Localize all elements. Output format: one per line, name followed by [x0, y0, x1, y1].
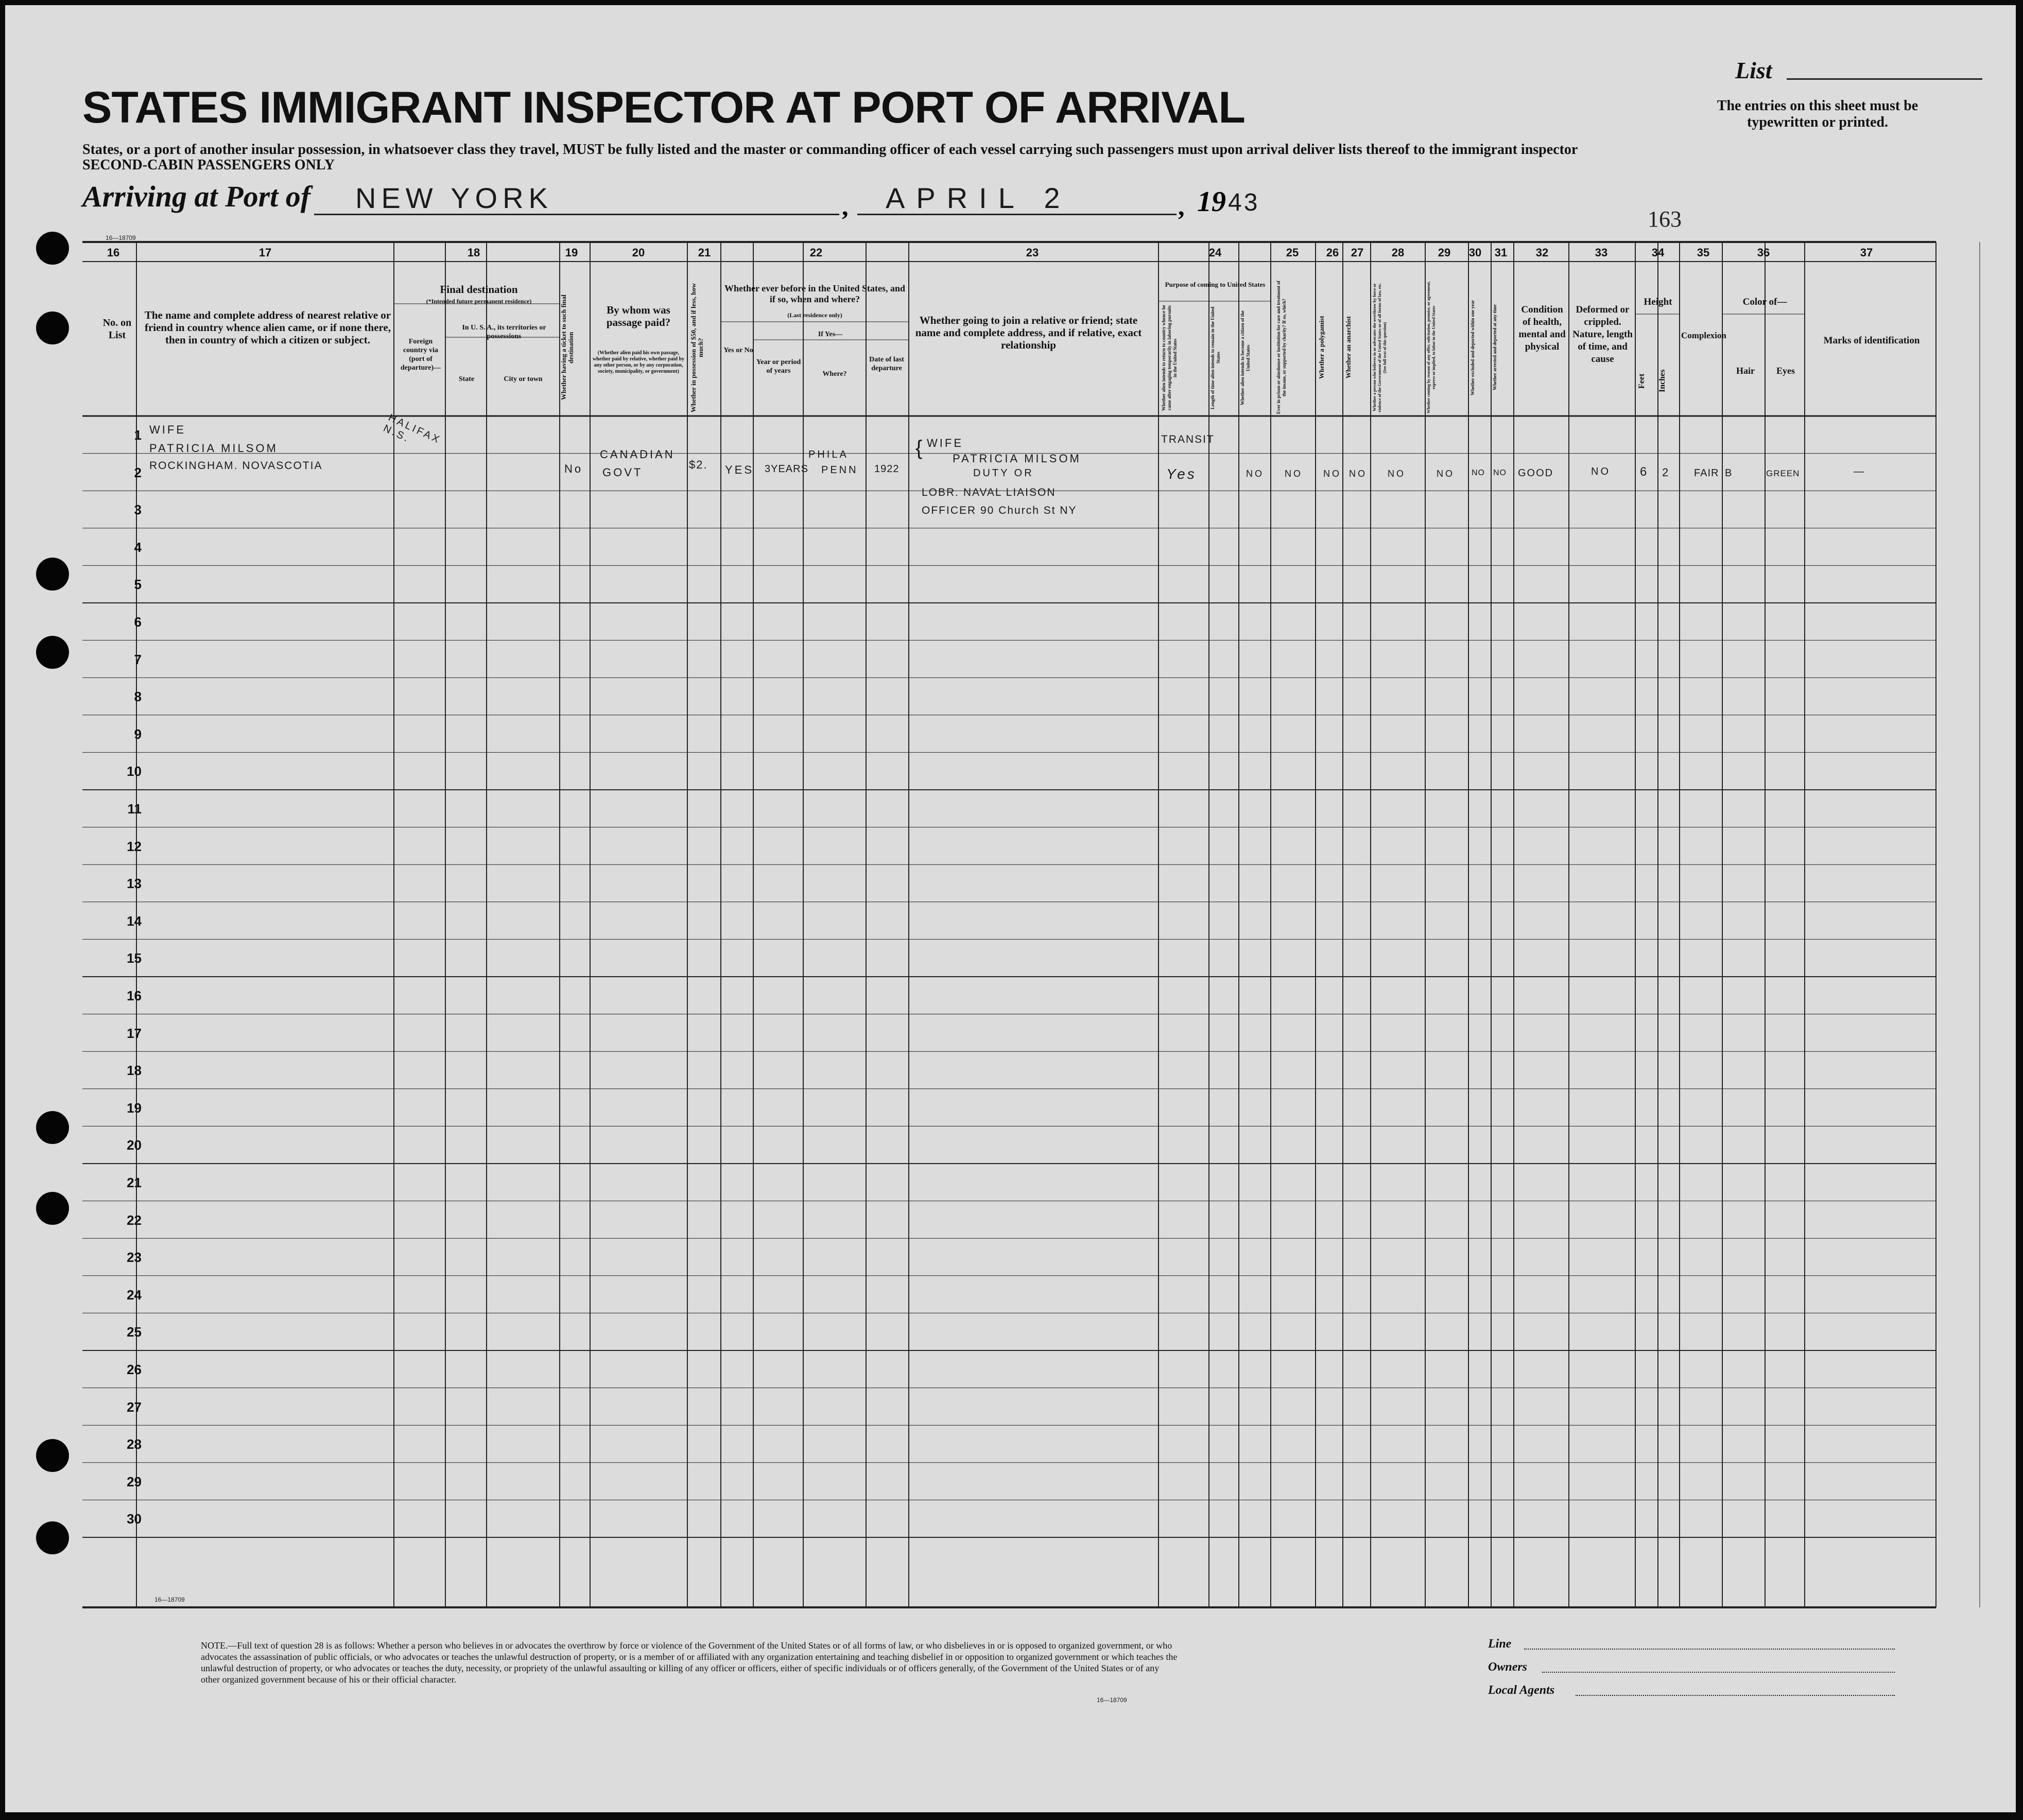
header-no-on-list: No. on List — [102, 317, 132, 341]
column-number-24: 24 — [1208, 246, 1222, 259]
header-ticket: Whether having a ticket to such final destination — [560, 294, 575, 401]
page-title: STATES IMMIGRANT INSPECTOR AT PORT OF ARRIVAL — [82, 83, 1245, 132]
relative-address: ROCKINGHAM. NOVASCOTIA — [149, 460, 323, 472]
header-eyes: Eyes — [1776, 366, 1795, 376]
instructions-text: States, or a port of another insular possession, in whatsoever class they travel, MUST be fully listed and the master or commanding officer of each vessel carrying such passengers must upon arrival deliver lists thereof to the immigrant inspector — [82, 142, 1578, 158]
arriving-label: Arriving at Port of — [82, 180, 311, 213]
header-year-period: Year or period of years — [756, 358, 801, 375]
labor-offer-value: NO — [1437, 469, 1455, 479]
sheet-number: 163 — [1648, 206, 1682, 232]
header-arrested: Whether arrested and deported at any time — [1492, 304, 1497, 391]
row-number: 25 — [127, 1324, 142, 1340]
port-value: NEW YORK — [355, 182, 553, 214]
intends-value: Yes — [1166, 466, 1197, 482]
header-color-of: Color of— — [1742, 297, 1787, 307]
footer-owners-label: Owners — [1488, 1660, 1528, 1674]
header-purpose: Purpose of coming to United States — [1165, 281, 1266, 288]
anarchist-value: NO — [1349, 469, 1367, 479]
row-number: 28 — [127, 1436, 142, 1452]
header-inches: Inches — [1658, 369, 1667, 393]
column-number-36: 36 — [1757, 246, 1770, 259]
header-where: Where? — [822, 370, 847, 378]
column-number-29: 29 — [1438, 246, 1451, 259]
header-city: City or town — [504, 375, 543, 383]
marks-value: — — [1854, 466, 1866, 477]
feet-value: 6 — [1640, 465, 1649, 479]
header-state: State — [458, 375, 475, 383]
row-number: 30 — [127, 1511, 142, 1527]
row-number: 9 — [134, 726, 142, 742]
row-number: 26 — [127, 1362, 142, 1377]
header-prison: Ever in prison or almshouse or institution for care and treatment of the insane, or supported by charity? If so, which? — [1276, 281, 1287, 414]
excluded-value: NO — [1472, 469, 1485, 477]
eyes-value: GREEN — [1766, 469, 1800, 478]
footer-agents-label: Local Agents — [1488, 1684, 1555, 1697]
where-value-2: PENN — [821, 464, 858, 476]
joining-value-1: WIFE — [927, 437, 963, 449]
header-foreign-country: Foreign country via (port of departure)— — [400, 338, 441, 372]
row-number: 18 — [127, 1063, 142, 1079]
footer-line-label: Line — [1488, 1637, 1512, 1651]
before-in-us-value: YES — [725, 463, 754, 476]
joining-value-3: DUTY OR — [973, 467, 1034, 479]
arrested-value: NO — [1493, 469, 1507, 477]
row-number: 12 — [127, 838, 142, 854]
header-joining: Whether going to join a relative or friend; state name and complete address, and if relative, exact relationship — [915, 314, 1142, 351]
header-final-destination-note: (*Intended future permanent residence) — [426, 298, 532, 305]
row-number: 27 — [127, 1399, 142, 1415]
footer-note: NOTE.—Full text of question 28 is as follows: Whether a person who believes in or advocates the overthrow by force or violence of the Government of the United States or of all forms of law, or who disbelieves in or is opposed to organized government, or who advocates the assassination of public officials, or who advocates or teaches the unlawful destruction of property, or is a member of or affiliated with any organization entertaining and teaching disbelief in or opposition to organized government or which teaches the unlawful destruction of property, or who advocates or teaches the duty, necessity, or propriety of the unlawful assaulting or killing of any officer or officers, either of specific individuals or of officers generally, of the Government of the United States or of any other organized government because of his or their official character. — [201, 1640, 1178, 1685]
health-value: GOOD — [1518, 467, 1554, 479]
typewritten-note: The entries on this sheet must be typewritten or printed. — [1717, 98, 1918, 130]
column-number-22: 22 — [809, 246, 823, 259]
column-number-30: 30 — [1468, 246, 1482, 259]
header-nearest-relative: The name and complete address of nearest relative or friend in country whence alien came, or if none there, then in country of which a citizen or subject. — [144, 309, 391, 346]
header-money: Whether in possession of $50, and if less, how much? — [689, 283, 704, 412]
column-number-16: 16 — [107, 246, 120, 259]
header-marks: Marks of identification — [1823, 335, 1920, 346]
row-number: 29 — [127, 1474, 142, 1489]
header-q28: Whether a person who believes in or advocates the overthrow by force or violence of the Government of the United States or of all forms of law, etc. (See full text of this question) — [1372, 283, 1387, 412]
form-code-bottom: 16—18709 — [1097, 1696, 1127, 1704]
header-passage-paid: By whom was passage paid? — [606, 304, 671, 328]
row-number: 23 — [127, 1250, 142, 1266]
row-number: 4 — [134, 539, 142, 555]
joining-value-4: LOBR. NAVAL LIAISON — [922, 487, 1056, 498]
header-complexion: Complexion — [1681, 331, 1726, 340]
row-number: 1 — [134, 427, 142, 443]
row-number: 2 — [134, 464, 142, 480]
row-number: 24 — [127, 1287, 142, 1303]
comma: , — [1178, 192, 1185, 221]
form-code-left: 16—18709 — [154, 1596, 185, 1603]
footer-agents-field — [1576, 1695, 1895, 1696]
passage-paid-value-1: CANADIAN — [600, 448, 675, 461]
column-number-35: 35 — [1697, 246, 1710, 259]
inches-value: 2 — [1662, 466, 1671, 479]
column-number-32: 32 — [1535, 246, 1549, 259]
prison-value: NO — [1285, 469, 1303, 479]
row-number: 3 — [134, 502, 142, 518]
row-number: 14 — [127, 913, 142, 929]
row-number: 16 — [127, 988, 142, 1003]
column-number-23: 23 — [1026, 246, 1039, 259]
header-hair: Hair — [1736, 366, 1755, 376]
year-prefix: 19 — [1197, 186, 1226, 218]
row-number: 5 — [134, 577, 142, 593]
row-number: 10 — [127, 764, 142, 779]
column-number-20: 20 — [632, 246, 645, 259]
header-date-departure: Date of last departure — [869, 356, 904, 372]
year-value: 43 — [1228, 189, 1260, 216]
header-purpose-citizen: Whether alien intends to become a citizen of the United States — [1240, 310, 1251, 405]
form-code: 16—18709 — [106, 234, 136, 241]
class-line: SECOND-CABIN PASSENGERS ONLY — [82, 157, 335, 173]
header-in-usa: In U. S. A., its territories or possessions — [462, 324, 546, 340]
header-deformed: Deformed or crippled. Nature, length of time, and cause — [1572, 304, 1633, 365]
header-final-destination: Final destination — [440, 283, 518, 296]
header-labor-offer: Whether coming by reason of any offer, solicitation, promise, or agreement, express or implied, to labor in the United States — [1426, 281, 1436, 414]
q28-value: NO — [1388, 469, 1406, 479]
deformed-value: NO — [1591, 466, 1611, 477]
joining-value-2: PATRICIA MILSOM — [953, 452, 1081, 465]
where-value-1: PHILA — [808, 449, 849, 460]
header-if-yes: If Yes— — [818, 331, 843, 338]
row-number: 8 — [134, 689, 142, 705]
purpose-value: TRANSIT — [1161, 434, 1215, 445]
header-ever-before-note: (Last residence only) — [787, 311, 842, 319]
column-number-27: 27 — [1351, 246, 1364, 259]
column-number-26: 26 — [1326, 246, 1339, 259]
header-purpose-return: Whether alien intends to return to country whence he came after engaging temporarily in laboring pursuits in the United States — [1161, 305, 1178, 411]
header-height: Height — [1644, 297, 1672, 307]
column-number-25: 25 — [1286, 246, 1299, 259]
row-number: 22 — [127, 1212, 142, 1228]
relative-name: PATRICIA MILSOM — [149, 442, 278, 455]
years-value: 3YEARS — [765, 463, 808, 475]
column-number-34: 34 — [1651, 246, 1665, 259]
column-number-33: 33 — [1595, 246, 1608, 259]
column-number-21: 21 — [698, 246, 711, 259]
comma: , — [842, 192, 849, 221]
header-feet: Feet — [1637, 373, 1646, 389]
row-number: 6 — [134, 614, 142, 630]
relative-relationship: WIFE — [149, 423, 186, 436]
citizen-value: NO — [1246, 469, 1264, 479]
column-number-19: 19 — [565, 246, 578, 259]
row-number: 20 — [127, 1137, 142, 1153]
hair-value: B — [1725, 467, 1734, 479]
column-number-28: 28 — [1391, 246, 1405, 259]
row-number: 13 — [127, 876, 142, 892]
header-passage-paid-note: (Whether alien paid his own passage, whether paid by relative, whether paid by any other person, or by any corporation, society, municipality, or government) — [592, 350, 685, 374]
row-number: 19 — [127, 1100, 142, 1116]
footer-owners-field — [1542, 1672, 1895, 1673]
money-value: $2. — [689, 458, 708, 471]
list-label: List — [1735, 57, 1772, 83]
header-excluded: Whether excluded and deported within one year — [1470, 300, 1475, 395]
footer-line-field — [1524, 1649, 1895, 1650]
header-anarchist: Whether an anarchist — [1344, 316, 1352, 379]
column-number-18: 18 — [467, 246, 480, 259]
column-number-37: 37 — [1860, 246, 1873, 259]
foreign-port-value: HALIFAX N.S. — [381, 412, 443, 446]
row-number: 11 — [127, 801, 142, 817]
row-number: 15 — [127, 950, 142, 966]
ticket-value: No — [564, 462, 583, 475]
header-purpose-length: Length of time alien intends to remain in the United States — [1210, 306, 1221, 409]
header-polygamist: Whether a polygamist — [1318, 316, 1325, 379]
row-number: 17 — [127, 1025, 142, 1041]
polygamist-value: NO — [1323, 469, 1341, 479]
date-departure-value: 1922 — [874, 463, 900, 475]
row-number: 7 — [134, 651, 142, 667]
column-number-31: 31 — [1494, 246, 1508, 259]
column-number-17: 17 — [258, 246, 272, 259]
header-ever-before: Whether ever before in the United States, and if so, when and where? — [724, 283, 905, 304]
row-number: 21 — [127, 1175, 142, 1190]
joining-value-5: OFFICER 90 Church St NY — [922, 505, 1077, 516]
passage-paid-value-2: GOVT — [602, 466, 643, 479]
complexion-value: FAIR — [1694, 467, 1719, 479]
date-value: APRIL 2 — [886, 182, 1071, 214]
brace: { — [915, 437, 923, 459]
header-yes-or-no: Yes or No — [723, 346, 753, 354]
header-health: Condition of health, mental and physical — [1518, 304, 1566, 352]
